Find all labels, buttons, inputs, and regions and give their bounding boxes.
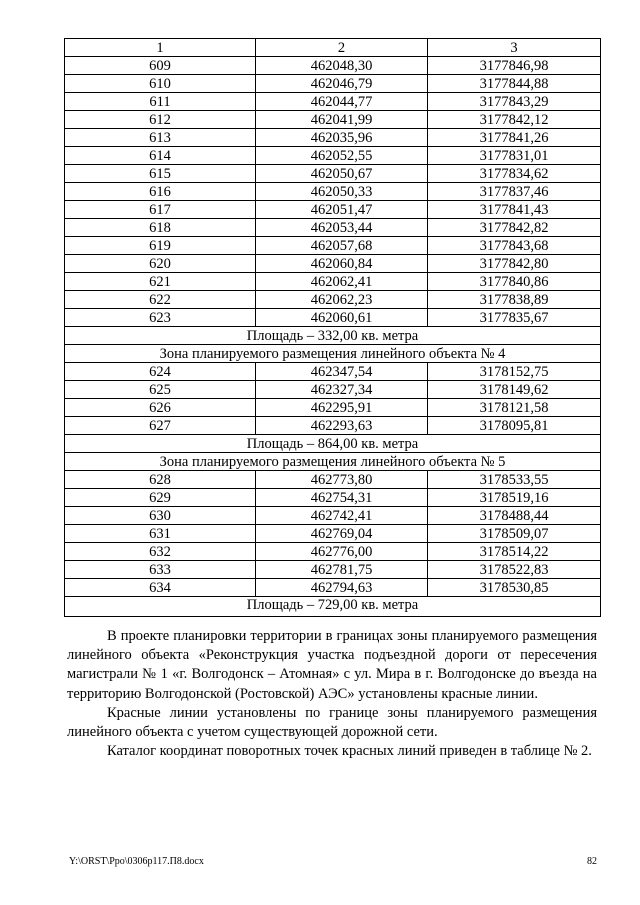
point-number-cell: 617 bbox=[65, 201, 256, 219]
x-coordinate-cell: 462053,44 bbox=[256, 219, 428, 237]
point-number-cell: 618 bbox=[65, 219, 256, 237]
table-span-cell: Площадь – 729,00 кв. метра bbox=[65, 597, 601, 617]
x-coordinate-cell: 462051,47 bbox=[256, 201, 428, 219]
column-header: 3 bbox=[428, 39, 601, 57]
coordinates-table-body bbox=[65, 39, 601, 617]
point-number-cell: 625 bbox=[65, 381, 256, 399]
body-text bbox=[67, 627, 597, 761]
x-coordinate-cell: 462347,54 bbox=[256, 363, 428, 381]
point-number-cell: 616 bbox=[65, 183, 256, 201]
point-number-cell: 609 bbox=[65, 57, 256, 75]
point-number-cell: 620 bbox=[65, 255, 256, 273]
table-row bbox=[65, 183, 601, 201]
y-coordinate-cell: 3177840,86 bbox=[428, 273, 601, 291]
y-coordinate-cell: 3178530,85 bbox=[428, 579, 601, 597]
x-coordinate-cell: 462295,91 bbox=[256, 399, 428, 417]
table-row bbox=[65, 291, 601, 309]
table-span-cell: Площадь – 864,00 кв. метра bbox=[65, 435, 601, 453]
x-coordinate-cell: 462060,61 bbox=[256, 309, 428, 327]
x-coordinate-cell: 462041,99 bbox=[256, 111, 428, 129]
x-coordinate-cell: 462754,31 bbox=[256, 489, 428, 507]
paragraph: Красные линии установлены по границе зоны планируемого размещения линейного объекта с учетом существующей дорожной сети. bbox=[67, 704, 597, 741]
page-number: 82 bbox=[587, 856, 597, 867]
column-header: 1 bbox=[65, 39, 256, 57]
table-row bbox=[65, 201, 601, 219]
x-coordinate-cell: 462044,77 bbox=[256, 93, 428, 111]
table-row bbox=[65, 273, 601, 291]
table-span-cell: Площадь – 332,00 кв. метра bbox=[65, 327, 601, 345]
point-number-cell: 633 bbox=[65, 561, 256, 579]
point-number-cell: 630 bbox=[65, 507, 256, 525]
table-row bbox=[65, 363, 601, 381]
y-coordinate-cell: 3178533,55 bbox=[428, 471, 601, 489]
table-row bbox=[65, 255, 601, 273]
point-number-cell: 627 bbox=[65, 417, 256, 435]
table-row bbox=[65, 57, 601, 75]
x-coordinate-cell: 462050,67 bbox=[256, 165, 428, 183]
y-coordinate-cell: 3177835,67 bbox=[428, 309, 601, 327]
point-number-cell: 623 bbox=[65, 309, 256, 327]
x-coordinate-cell: 462769,04 bbox=[256, 525, 428, 543]
y-coordinate-cell: 3177838,89 bbox=[428, 291, 601, 309]
table-row bbox=[65, 543, 601, 561]
point-number-cell: 624 bbox=[65, 363, 256, 381]
x-coordinate-cell: 462046,79 bbox=[256, 75, 428, 93]
table-header-row bbox=[65, 39, 601, 57]
table-row bbox=[65, 129, 601, 147]
y-coordinate-cell: 3177841,43 bbox=[428, 201, 601, 219]
point-number-cell: 622 bbox=[65, 291, 256, 309]
y-coordinate-cell: 3178522,83 bbox=[428, 561, 601, 579]
point-number-cell: 611 bbox=[65, 93, 256, 111]
column-header: 2 bbox=[256, 39, 428, 57]
table-row bbox=[65, 237, 601, 255]
y-coordinate-cell: 3177837,46 bbox=[428, 183, 601, 201]
y-coordinate-cell: 3178488,44 bbox=[428, 507, 601, 525]
file-path: Y:\ORST\Ppo\0306p117.П8.docx bbox=[69, 856, 204, 867]
x-coordinate-cell: 462057,68 bbox=[256, 237, 428, 255]
paragraph: В проекте планировки территории в границах зоны планируемого размещения линейного объекта «Реконструкция участка подъездной дороги от пересечения магистрали № 1 «г. Волгодонск – Атомная» с ул. Мира в г. Волгодонске до въезда на территорию Волгодонской (Ростовской) АЭС» установлены красные линии. bbox=[67, 628, 597, 702]
y-coordinate-cell: 3177831,01 bbox=[428, 147, 601, 165]
table-span-row bbox=[65, 597, 601, 617]
table-row bbox=[65, 579, 601, 597]
table-span-row bbox=[65, 345, 601, 363]
y-coordinate-cell: 3178149,62 bbox=[428, 381, 601, 399]
table-span-row bbox=[65, 435, 601, 453]
x-coordinate-cell: 462050,33 bbox=[256, 183, 428, 201]
paragraph: Каталог координат поворотных точек красных линий приведен в таблице № 2. bbox=[107, 743, 592, 760]
x-coordinate-cell: 462327,34 bbox=[256, 381, 428, 399]
x-coordinate-cell: 462781,75 bbox=[256, 561, 428, 579]
y-coordinate-cell: 3178509,07 bbox=[428, 525, 601, 543]
point-number-cell: 610 bbox=[65, 75, 256, 93]
y-coordinate-cell: 3177843,29 bbox=[428, 93, 601, 111]
y-coordinate-cell: 3178095,81 bbox=[428, 417, 601, 435]
table-row bbox=[65, 561, 601, 579]
x-coordinate-cell: 462742,41 bbox=[256, 507, 428, 525]
point-number-cell: 629 bbox=[65, 489, 256, 507]
table-row bbox=[65, 417, 601, 435]
x-coordinate-cell: 462062,41 bbox=[256, 273, 428, 291]
table-row bbox=[65, 147, 601, 165]
y-coordinate-cell: 3177844,88 bbox=[428, 75, 601, 93]
y-coordinate-cell: 3177842,12 bbox=[428, 111, 601, 129]
table-row bbox=[65, 489, 601, 507]
y-coordinate-cell: 3178514,22 bbox=[428, 543, 601, 561]
point-number-cell: 612 bbox=[65, 111, 256, 129]
point-number-cell: 631 bbox=[65, 525, 256, 543]
y-coordinate-cell: 3177834,62 bbox=[428, 165, 601, 183]
point-number-cell: 634 bbox=[65, 579, 256, 597]
table-row bbox=[65, 399, 601, 417]
x-coordinate-cell: 462794,63 bbox=[256, 579, 428, 597]
table-row bbox=[65, 75, 601, 93]
table-row bbox=[65, 525, 601, 543]
y-coordinate-cell: 3178121,58 bbox=[428, 399, 601, 417]
x-coordinate-cell: 462048,30 bbox=[256, 57, 428, 75]
point-number-cell: 632 bbox=[65, 543, 256, 561]
point-number-cell: 615 bbox=[65, 165, 256, 183]
point-number-cell: 613 bbox=[65, 129, 256, 147]
table-span-cell: Зона планируемого размещения линейного объекта № 4 bbox=[65, 345, 601, 363]
x-coordinate-cell: 462060,84 bbox=[256, 255, 428, 273]
point-number-cell: 619 bbox=[65, 237, 256, 255]
table-row bbox=[65, 381, 601, 399]
table-row bbox=[65, 507, 601, 525]
y-coordinate-cell: 3178152,75 bbox=[428, 363, 601, 381]
point-number-cell: 626 bbox=[65, 399, 256, 417]
x-coordinate-cell: 462062,23 bbox=[256, 291, 428, 309]
table-row bbox=[65, 165, 601, 183]
y-coordinate-cell: 3178519,16 bbox=[428, 489, 601, 507]
x-coordinate-cell: 462293,63 bbox=[256, 417, 428, 435]
table-row bbox=[65, 93, 601, 111]
point-number-cell: 628 bbox=[65, 471, 256, 489]
table-row bbox=[65, 111, 601, 129]
x-coordinate-cell: 462776,00 bbox=[256, 543, 428, 561]
point-number-cell: 614 bbox=[65, 147, 256, 165]
y-coordinate-cell: 3177843,68 bbox=[428, 237, 601, 255]
table-span-row bbox=[65, 453, 601, 471]
coordinates-table bbox=[64, 38, 601, 617]
table-row bbox=[65, 471, 601, 489]
y-coordinate-cell: 3177846,98 bbox=[428, 57, 601, 75]
table-span-cell: Зона планируемого размещения линейного объекта № 5 bbox=[65, 453, 601, 471]
table-span-row bbox=[65, 327, 601, 345]
y-coordinate-cell: 3177842,80 bbox=[428, 255, 601, 273]
table-row bbox=[65, 309, 601, 327]
x-coordinate-cell: 462035,96 bbox=[256, 129, 428, 147]
x-coordinate-cell: 462773,80 bbox=[256, 471, 428, 489]
y-coordinate-cell: 3177842,82 bbox=[428, 219, 601, 237]
y-coordinate-cell: 3177841,26 bbox=[428, 129, 601, 147]
table-row bbox=[65, 219, 601, 237]
x-coordinate-cell: 462052,55 bbox=[256, 147, 428, 165]
point-number-cell: 621 bbox=[65, 273, 256, 291]
